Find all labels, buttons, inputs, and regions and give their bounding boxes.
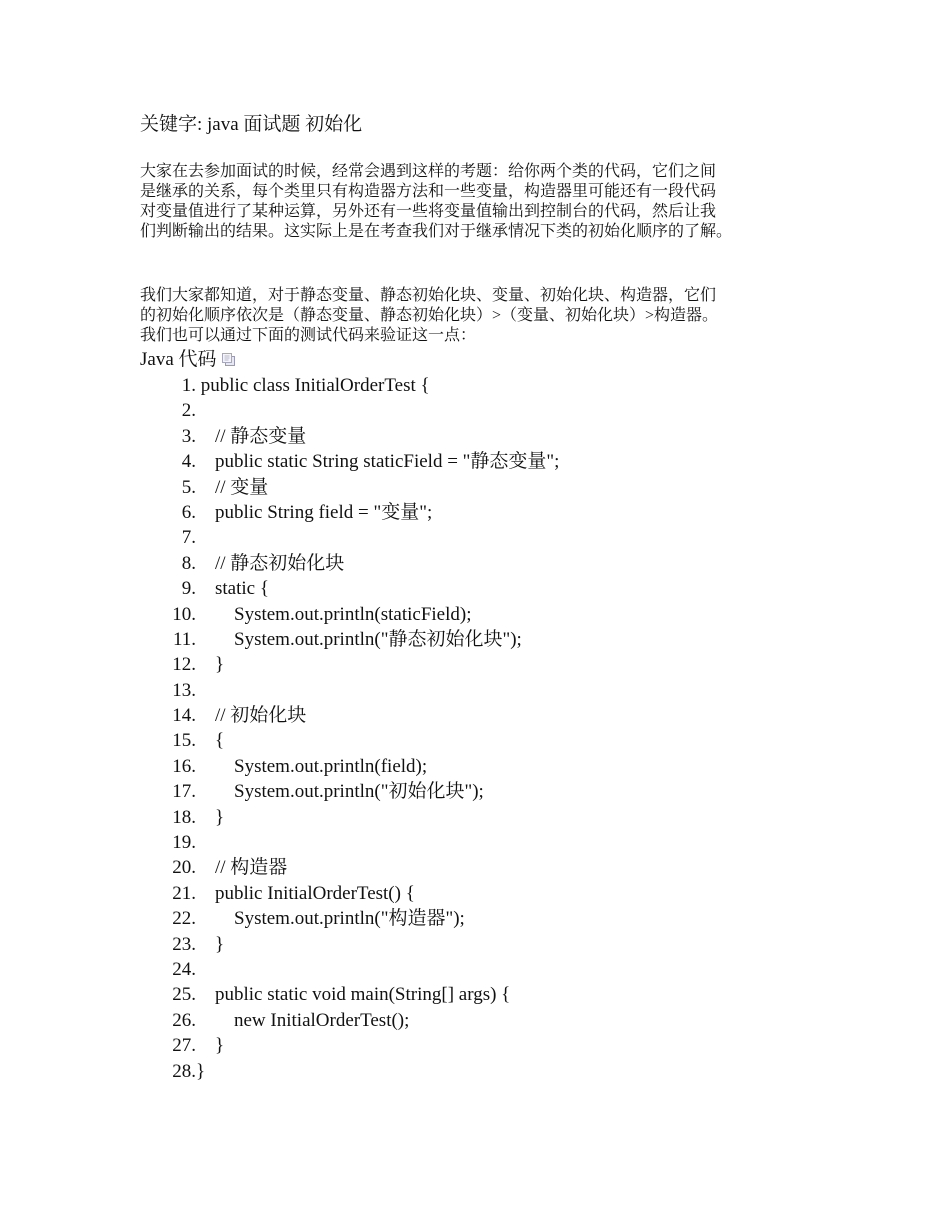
code-line [140,627,830,652]
paragraph-line: 的初始化顺序依次是（静态变量、静态初始化块）>（变量、初始化块）>构造器。 [140,307,719,324]
code-line [140,500,830,525]
paragraph-line: 是继承的关系，每个类里只有构造器方法和一些变量，构造器里可能还有一段代码 [140,183,717,200]
line-number: 6. [181,501,196,523]
code-line [140,475,830,500]
line-number: 15. [172,730,196,752]
code-line [140,1033,830,1058]
code-line [140,855,830,880]
code-line [140,398,830,423]
code-listing [140,373,830,1084]
keywords-line: 关键字: java 面试题 初始化 [140,114,363,135]
code-line [140,652,830,677]
code-text: // 初始化块 [196,705,307,727]
code-text: public String field = "变量"; [196,501,433,523]
paragraph-line: 我们也可以通过下面的测试代码来验证这一点： [140,327,477,344]
code-text: new InitialOrderTest(); [196,1009,410,1031]
line-number: 11. [172,628,196,650]
line-number: 21. [172,882,196,904]
line-number: 16. [172,755,196,777]
code-line [140,602,830,627]
code-line [140,932,830,957]
code-line [140,805,830,830]
line-number: 5. [181,476,196,498]
code-text: { [196,730,225,752]
line-number: 3. [181,425,196,447]
document-page [140,112,830,1084]
line-number: 14. [172,705,196,727]
line-number: 22. [172,908,196,930]
code-text: System.out.println("初始化块"); [196,781,484,803]
line-number: 18. [172,806,196,828]
line-number: 19. [172,832,196,854]
line-number: 10. [172,603,196,625]
line-number: 28. [172,1060,196,1082]
code-text: } [196,1060,206,1082]
line-number: 24. [172,958,196,980]
code-text: } [196,933,225,955]
code-line [140,678,830,703]
code-text: } [196,654,225,676]
code-line [140,728,830,753]
line-number: 9. [181,578,196,600]
intro-paragraph [140,162,830,242]
copy-icon[interactable] [221,352,237,368]
line-number: 4. [181,451,196,473]
code-line [140,830,830,855]
line-number: 26. [172,1009,196,1031]
code-text: // 变量 [196,476,269,498]
order-paragraph [140,286,830,346]
line-number: 12. [172,654,196,676]
code-language-label: Java 代码 [140,349,217,370]
code-line [140,551,830,576]
line-number: 25. [172,984,196,1006]
code-text: static { [196,578,269,600]
code-text: public static String staticField = "静态变量"; [196,451,560,473]
code-line [140,982,830,1007]
paragraph-line: 们判断输出的结果。这实际上是在考查我们对于继承情况下类的初始化顺序的了解。 [140,223,733,240]
line-number: 17. [172,781,196,803]
code-text: public static void main(String[] args) { [196,984,511,1006]
code-line [140,424,830,449]
code-text: System.out.println("构造器"); [196,908,465,930]
code-line [140,576,830,601]
code-line [140,703,830,728]
code-text: // 静态初始化块 [196,552,345,574]
code-line [140,881,830,906]
line-number: 8. [181,552,196,574]
code-line [140,779,830,804]
line-number: 13. [172,679,196,701]
line-number: 2. [181,400,196,422]
code-line [140,957,830,982]
paragraph-line: 我们大家都知道，对于静态变量、静态初始化块、变量、初始化块、构造器，它们 [140,287,717,304]
code-line [140,754,830,779]
code-line [140,1008,830,1033]
code-line [140,1059,830,1084]
code-block-header [140,347,830,373]
line-number: 1. [181,375,196,396]
code-text: } [196,806,225,828]
line-number: 23. [172,933,196,955]
line-number: 20. [172,857,196,879]
code-text: } [196,1035,225,1057]
code-line [140,525,830,550]
code-text: public InitialOrderTest() { [196,882,415,904]
code-text: System.out.println("静态初始化块"); [196,628,522,650]
line-number: 7. [181,527,196,549]
code-line [140,373,830,398]
paragraph-line: 大家在去参加面试的时候，经常会遇到这样的考题：给你两个类的代码，它们之间 [140,163,717,180]
code-text: // 静态变量 [196,425,307,447]
code-text: public class InitialOrderTest { [196,375,430,396]
code-text: System.out.println(staticField); [196,603,472,625]
line-number: 27. [172,1035,196,1057]
code-line [140,906,830,931]
code-text: // 构造器 [196,857,288,879]
code-line [140,449,830,474]
paragraph-line: 对变量值进行了某种运算，另外还有一些将变量值输出到控制台的代码，然后让我 [140,203,717,220]
code-text: System.out.println(field); [196,755,428,777]
